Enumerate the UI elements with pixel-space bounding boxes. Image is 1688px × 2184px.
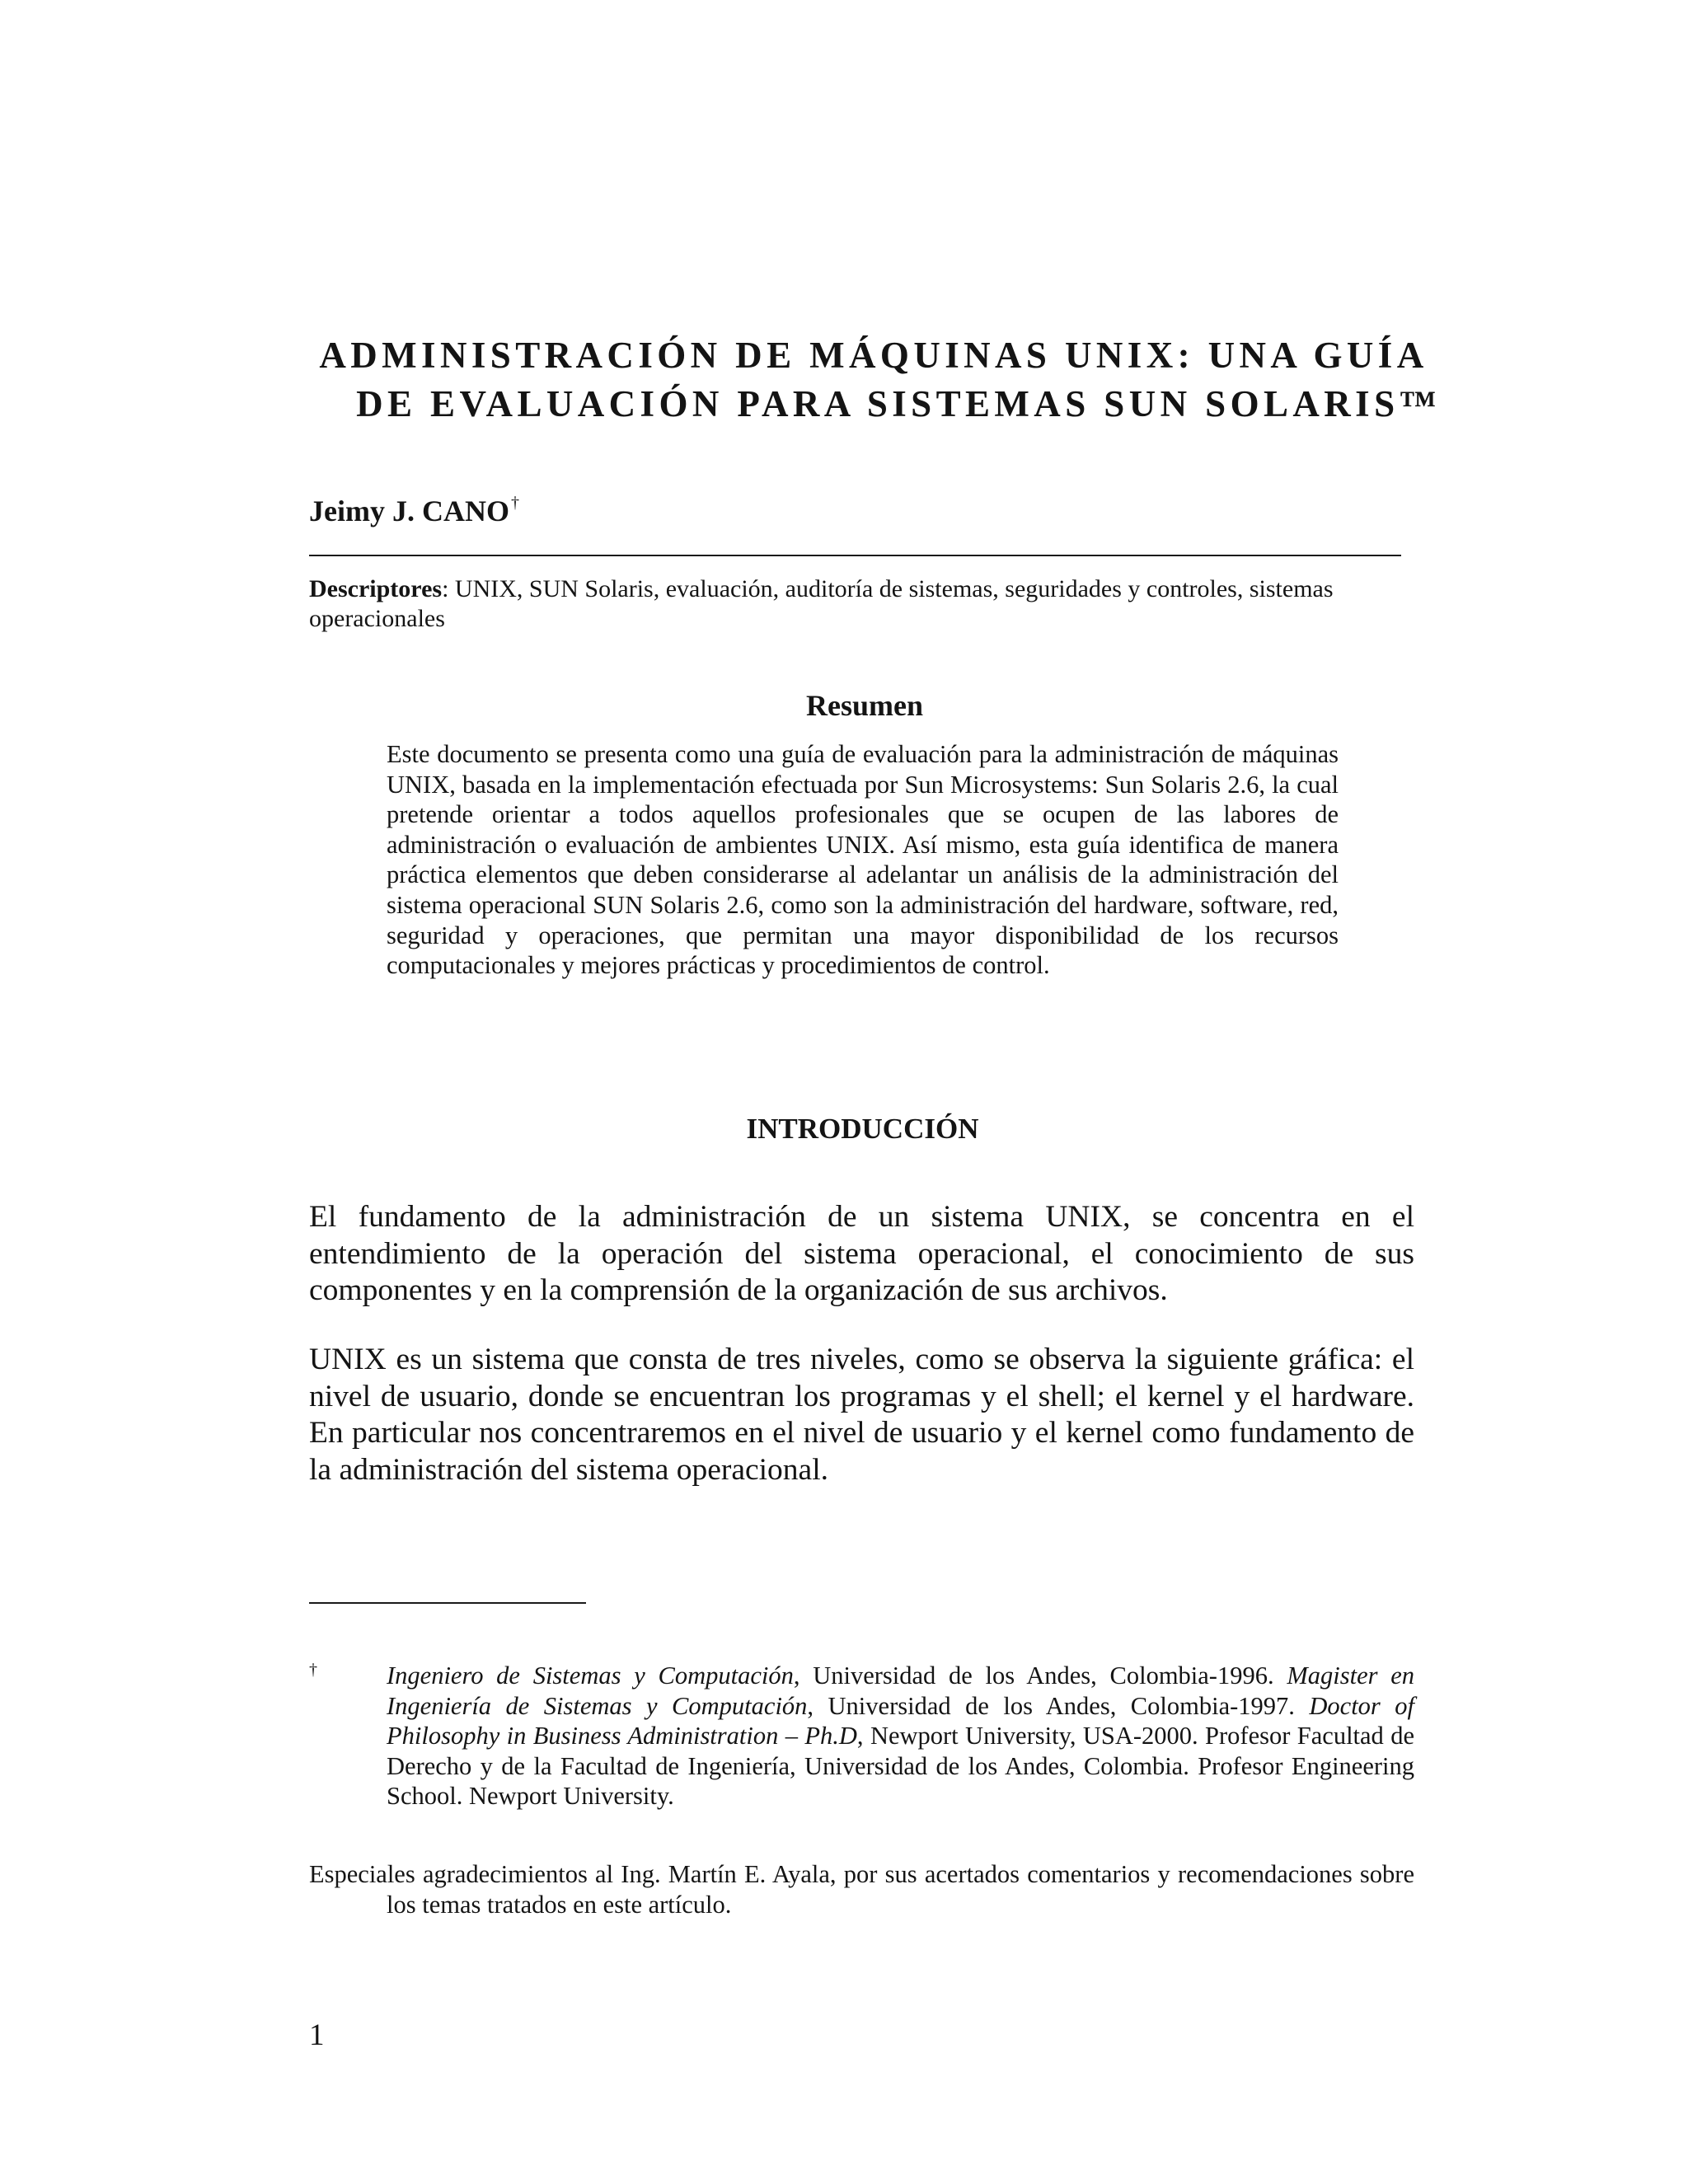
title-line-2: DE EVALUACIÓN PARA SISTEMAS SUN SOLARIS™ bbox=[356, 383, 1441, 424]
footnote-segment: , Universidad de los Andes, Colombia-1996. bbox=[793, 1661, 1287, 1690]
footnote-segment: , Universidad de los Andes, Colombia-1997. bbox=[807, 1691, 1310, 1720]
acknowledgement: Especiales agradecimientos al Ing. Martín E. Ayala, por sus acertados comentarios y recomendaciones sobre los temas tratados en este artículo. bbox=[309, 1860, 1414, 1919]
footnote-segment: , Newport University, USA-2000. Profesor Facultad de Derecho y de la Facultad de Ingeniería, Universidad de los Andes, Colombia. Profesor Engineering School. Newport University. bbox=[387, 1722, 1414, 1811]
title-line-1: ADMINISTRACIÓN DE MÁQUINAS UNIX: UNA GUÍA bbox=[319, 335, 1428, 376]
author bbox=[309, 485, 519, 529]
introduction-paragraph-2: UNIX es un sistema que consta de tres niveles, como se observa la siguiente gráfica: el nivel de usuario, donde se encuentran los programas y el shell; el kernel y el hardware. En particular nos concentraremos en el nivel de usuario y el kernel como fundamento de la administración del sistema operacional. bbox=[309, 1343, 1414, 1487]
author-footnote-mark: † bbox=[510, 494, 519, 512]
author-name: Jeimy J. CANO bbox=[309, 494, 509, 527]
introduction-heading: INTRODUCCIÓN bbox=[746, 1113, 979, 1145]
descriptors-text: : UNIX, SUN Solaris, evaluación, auditoría de sistemas, seguridades y controles, sistemas operacionales bbox=[309, 575, 1334, 632]
descriptors bbox=[309, 574, 1414, 634]
page-number: 1 bbox=[309, 2018, 325, 2052]
abstract-text: Este documento se presenta como una guía de evaluación para la administración de máquinas UNIX, basada en la implementación efectuada por Sun Microsystems: Sun Solaris 2.6, la cual pretende orientar a todos aquellos profesionales que se ocupen de las labores de administración o evaluación de ambientes UNIX. Así mismo, esta guía identifica de manera práctica elementos que deben considerarse al adelantar un análisis de la administración del sistema operacional SUN Solaris 2.6, como son la administración del hardware, software, red, seguridad y operaciones, que permitan una mayor disponibilidad de los recursos computacionales y mejores prácticas y procedimientos de control. bbox=[387, 740, 1339, 980]
footnote-segment: Ingeniero de Sistemas y Computación bbox=[387, 1661, 794, 1690]
footnote-mark: † bbox=[309, 1661, 317, 1679]
footnote-segment: Magister en Ingeniería de Sistemas y Computación bbox=[387, 1661, 1415, 1720]
footnote-text bbox=[387, 1661, 1414, 1811]
introduction-paragraph-1: El fundamento de la administración de un sistema UNIX, se concentra en el entendimiento de la operación del sistema operacional, el conocimiento de sus componentes y en la comprensión de la organización de sus archivos. bbox=[309, 1200, 1414, 1307]
footnote-segment: Doctor of Philosophy in Business Administration – Ph.D bbox=[387, 1691, 1414, 1750]
footnote-separator bbox=[309, 1602, 586, 1604]
author-divider bbox=[309, 555, 1401, 556]
descriptors-label: Descriptores bbox=[309, 575, 443, 602]
abstract-heading: Resumen bbox=[806, 689, 923, 722]
